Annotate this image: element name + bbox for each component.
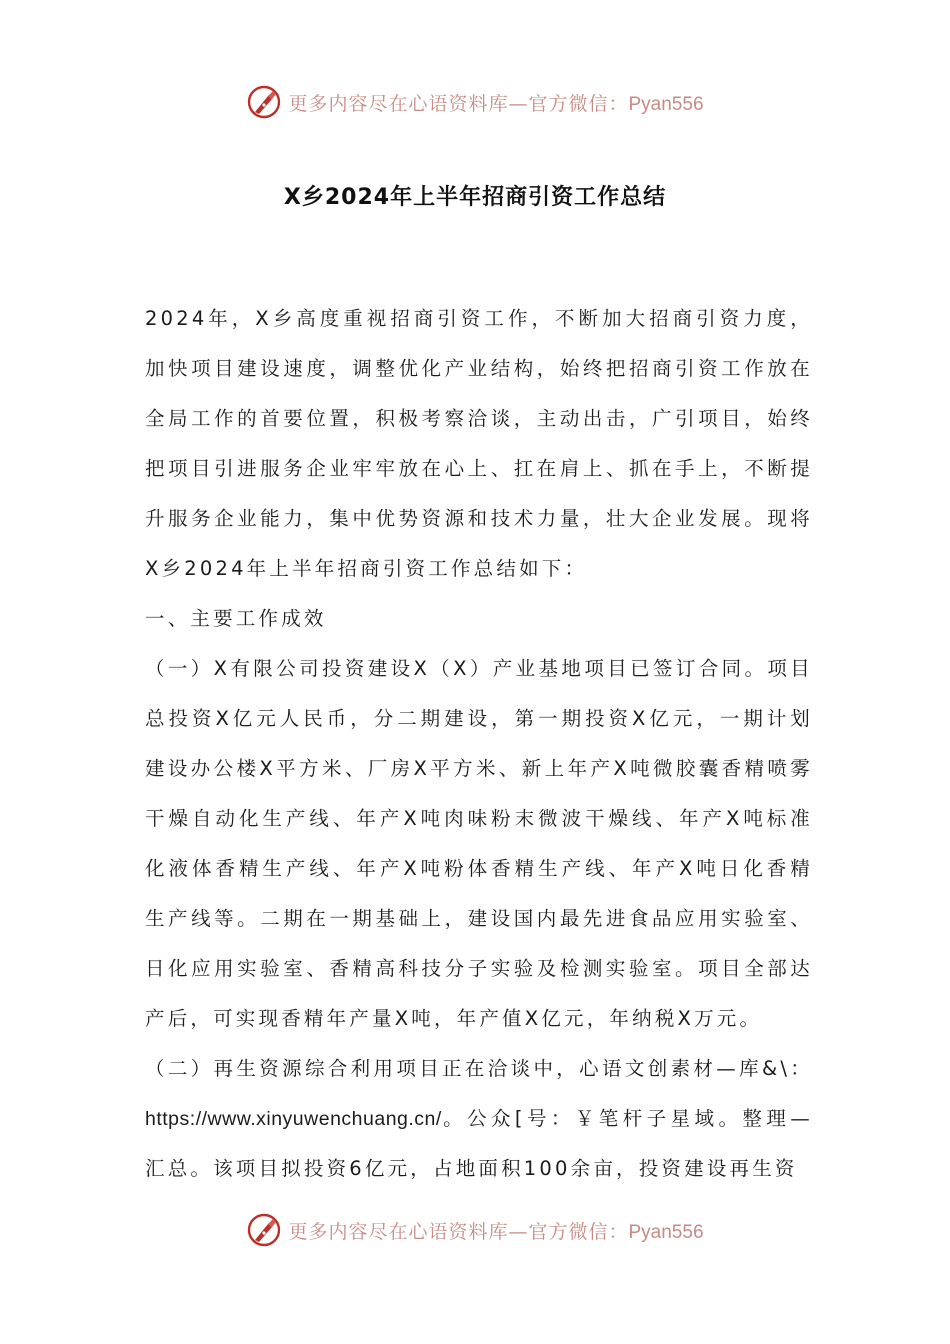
pen-nib-logo-icon (246, 1212, 282, 1248)
watermark-text: 更多内容尽在心语资料库—官方微信： (288, 1220, 629, 1243)
header-watermark (0, 82, 950, 122)
footer-watermark (0, 1210, 950, 1250)
intro-paragraph: 2024年，X乡高度重视招商引资工作，不断加大招商引资力度，加快项目建设速度，调整优化产业结构，始终把招商引资工作放在全局工作的首要位置，积极考察洽谈，主动出击，广引项目，始终把项目引进服务企业牢牢放在心上、扛在肩上、抓在手上，不断提升服务企业能力，集中优势资源和技术力量，壮大企业发展。现将X乡2024年上半年招商引资工作总结如下： (145, 307, 813, 580)
item-two-text-a: （二）再生资源综合利用项目正在洽谈中，心语文创素材—库&\： (145, 1057, 813, 1080)
watermark-text: 更多内容尽在心语资料库—官方微信： (288, 92, 629, 115)
watermark-wechat-id: Pyan556 (628, 93, 704, 115)
item-two-text-b: 。公众[号：￥笔杆子星域。整理—汇总。该项目拟投资6亿元，占地面积100余亩，投资建设再生资 (145, 1107, 813, 1180)
item-two-paragraph (145, 1044, 813, 1194)
website-url: https://www.xinyuwenchuang.cn/ (145, 1108, 442, 1130)
watermark-wechat-id: Pyan556 (628, 1221, 704, 1243)
section-heading: 一、主要工作成效 (145, 607, 327, 630)
pen-nib-logo-icon (246, 84, 282, 120)
item-one-paragraph: （一）X有限公司投资建设X（X）产业基地项目已签订合同。项目总投资X亿元人民币，分二期建设，第一期投资X亿元，一期计划建设办公楼X平方米、厂房X平方米、新上年产X吨微胶囊香精喷雾干燥自动化生产线、年产X吨肉味粉末微波干燥线、年产X吨标准化液体香精生产线、年产X吨粉体香精生产线、年产X吨日化香精生产线等。二期在一期基础上，建设国内最先进食品应用实验室、日化应用实验室、香精高科技分子实验及检测实验室。项目全部达产后，可实现香精年产量X吨，年产值X亿元，年纳税X万元。 (145, 657, 813, 1030)
document-title: X乡2024年上半年招商引资工作总结 (283, 185, 667, 210)
document-body (145, 294, 813, 1194)
